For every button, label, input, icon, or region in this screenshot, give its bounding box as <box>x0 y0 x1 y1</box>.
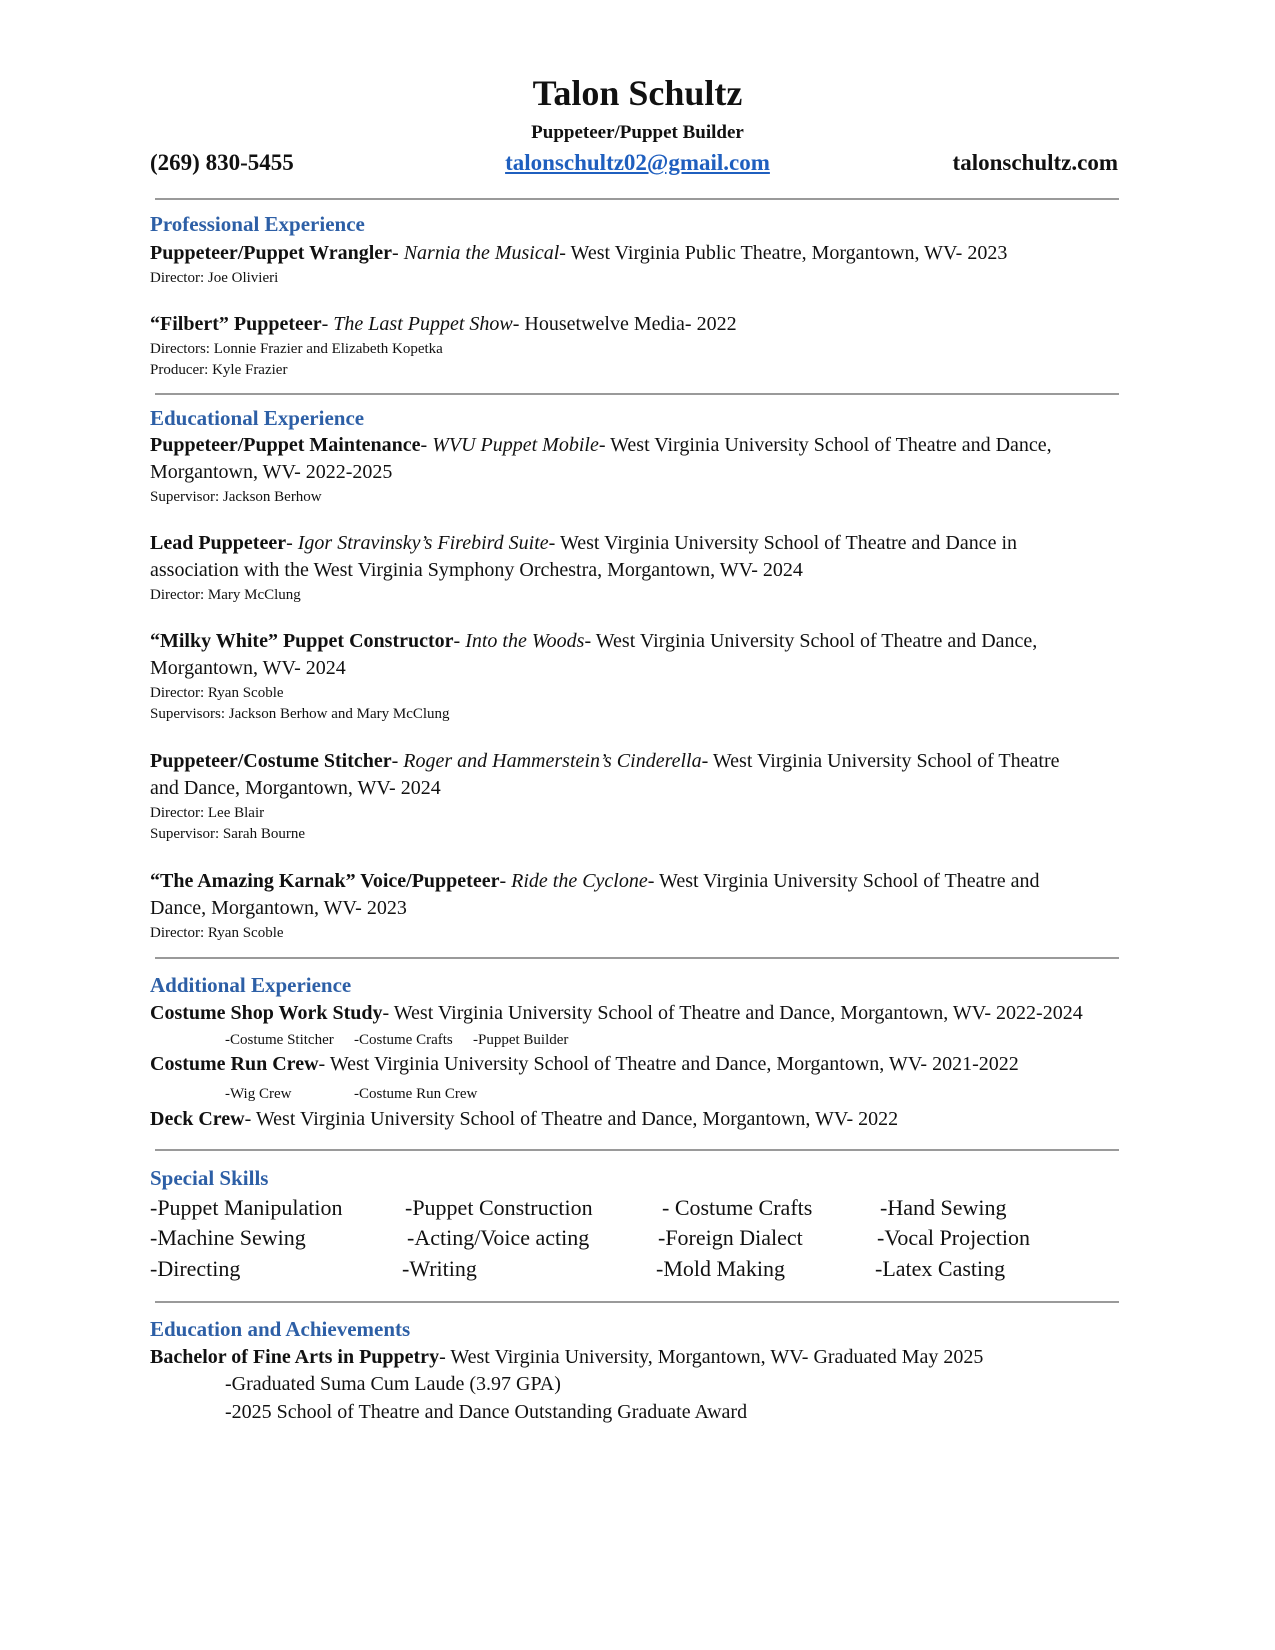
entry-details: - Housetwelve Media- 2022 <box>512 313 737 335</box>
professional-entry-1 <box>150 242 1007 265</box>
phone-number: (269) 830-5455 <box>150 150 294 175</box>
role: “Filbert” Puppeteer <box>150 313 322 335</box>
entry-credit: Director: Lee Blair <box>150 805 265 821</box>
show-title: Narnia the Musical <box>403 242 560 264</box>
duty-item: -Costume Stitcher <box>225 1032 334 1048</box>
role: Puppeteer/Costume Stitcher <box>150 750 392 772</box>
achievement-item: -Graduated Suma Cum Laude (3.97 GPA) <box>225 1373 561 1395</box>
entry-details: - West Virginia University School of Theatre and Dance, Morgantown, WV- 2022-2024 <box>382 1002 1083 1024</box>
divider <box>155 1149 1119 1151</box>
skill-item: -Puppet Manipulation <box>150 1195 343 1220</box>
duty-item: -Costume Crafts <box>354 1032 453 1048</box>
email-link[interactable]: talonschultz02@gmail.com <box>505 150 770 175</box>
website-text: talonschultz.com <box>952 150 1118 175</box>
resume-title: Puppeteer/Puppet Builder <box>531 122 744 143</box>
separator: - <box>321 313 334 335</box>
entry-details: - West Virginia University School of Theatre and <box>647 870 1040 892</box>
show-title: Into the Woods <box>465 630 585 652</box>
entry-credit: Director: Mary McClung <box>150 587 301 603</box>
show-title: Igor Stravinsky’s Firebird Suite <box>297 532 549 554</box>
show-title: Roger and Hammerstein’s Cinderella <box>403 750 702 772</box>
divider <box>155 393 1119 395</box>
degree-entry <box>150 1346 983 1369</box>
additional-entry-1 <box>150 1002 1083 1025</box>
skill-item: - Costume Crafts <box>662 1195 813 1220</box>
role: Deck Crew <box>150 1108 245 1130</box>
entry-details: - West Virginia University School of Theatre and Dance, <box>598 434 1052 456</box>
divider <box>155 1301 1119 1303</box>
role: “Milky White” Puppet Constructor <box>150 630 454 652</box>
entry-credit: Director: Ryan Scoble <box>150 685 284 701</box>
skill-item: -Writing <box>402 1256 477 1281</box>
separator: - <box>499 870 512 892</box>
educational-entry-4 <box>150 750 1059 773</box>
section-heading-additional: Additional Experience <box>150 973 352 997</box>
divider <box>155 957 1119 959</box>
educational-entry-3 <box>150 630 1037 653</box>
duty-item: -Wig Crew <box>225 1086 292 1102</box>
entry-details: - West Virginia University School of Theatre and Dance, Morgantown, WV- 2021-2022 <box>318 1053 1019 1075</box>
degree: Bachelor of Fine Arts in Puppetry <box>150 1346 440 1368</box>
separator: - <box>391 750 404 772</box>
role: “The Amazing Karnak” Voice/Puppeteer <box>150 870 500 892</box>
show-title: Ride the Cyclone <box>511 870 648 892</box>
entry-details-continued: Morgantown, WV- 2022-2025 <box>150 461 393 483</box>
skill-item: -Directing <box>150 1256 241 1281</box>
divider <box>155 198 1119 200</box>
professional-entry-2 <box>150 313 737 336</box>
role: Lead Puppeteer <box>150 532 287 554</box>
duty-item: -Puppet Builder <box>473 1032 569 1048</box>
entry-details: - West Virginia University School of Theatre and Dance, <box>584 630 1038 652</box>
entry-details-continued: Dance, Morgantown, WV- 2023 <box>150 897 407 919</box>
skill-item: -Foreign Dialect <box>658 1225 803 1250</box>
separator: - <box>392 242 404 264</box>
entry-credit: Supervisor: Jackson Berhow <box>150 489 322 505</box>
entry-details: - West Virginia Public Theatre, Morgantown, WV- 2023 <box>559 242 1008 264</box>
skill-item: -Latex Casting <box>875 1256 1006 1281</box>
entry-credit: Supervisor: Sarah Bourne <box>150 826 305 842</box>
skill-item: -Puppet Construction <box>405 1195 593 1220</box>
entry-details-continued: Morgantown, WV- 2024 <box>150 657 346 679</box>
section-heading-education: Education and Achievements <box>150 1317 411 1341</box>
entry-credit: Directors: Lonnie Frazier and Elizabeth Kopetka <box>150 341 443 357</box>
additional-entry-3 <box>150 1108 898 1131</box>
entry-credit: Supervisors: Jackson Berhow and Mary McClung <box>150 706 450 722</box>
educational-entry-5 <box>150 870 1040 893</box>
entry-credit: Director: Joe Olivieri <box>150 270 279 286</box>
section-heading-professional: Professional Experience <box>150 212 365 236</box>
achievement-item: -2025 School of Theatre and Dance Outstanding Graduate Award <box>225 1401 748 1423</box>
separator: - <box>286 532 298 554</box>
role: Costume Shop Work Study <box>150 1002 383 1024</box>
entry-details: - West Virginia University School of Theatre and Dance, Morgantown, WV- 2022 <box>244 1108 899 1130</box>
entry-details: - West Virginia University School of Theatre and Dance in <box>548 532 1018 554</box>
entry-credit: Producer: Kyle Frazier <box>150 362 288 378</box>
skill-item: -Vocal Projection <box>877 1225 1030 1250</box>
educational-entry-2 <box>150 532 1017 555</box>
skill-item: -Machine Sewing <box>150 1225 306 1250</box>
skill-item: -Mold Making <box>656 1256 785 1281</box>
entry-credit: Director: Ryan Scoble <box>150 925 284 941</box>
separator: - <box>420 434 433 456</box>
role: Puppeteer/Puppet Wrangler <box>150 242 393 264</box>
role: Puppeteer/Puppet Maintenance <box>150 434 421 456</box>
skill-item: -Hand Sewing <box>880 1195 1007 1220</box>
role: Costume Run Crew <box>150 1053 319 1075</box>
entry-details-continued: and Dance, Morgantown, WV- 2024 <box>150 777 441 799</box>
entry-details: - West Virginia University, Morgantown, WV- Graduated May 2025 <box>439 1346 984 1368</box>
duty-item: -Costume Run Crew <box>354 1086 478 1102</box>
resume-name: Talon Schultz <box>532 73 743 113</box>
section-heading-educational: Educational Experience <box>150 406 365 430</box>
section-heading-skills: Special Skills <box>150 1166 269 1190</box>
skill-item: -Acting/Voice acting <box>407 1225 590 1250</box>
show-title: The Last Puppet Show <box>333 313 513 335</box>
educational-entry-1 <box>150 434 1052 457</box>
entry-details: - West Virginia University School of Theatre <box>701 750 1060 772</box>
entry-details-continued: association with the West Virginia Symphony Orchestra, Morgantown, WV- 2024 <box>150 559 803 581</box>
show-title: WVU Puppet Mobile <box>432 434 599 456</box>
additional-entry-2 <box>150 1053 1019 1076</box>
separator: - <box>453 630 466 652</box>
